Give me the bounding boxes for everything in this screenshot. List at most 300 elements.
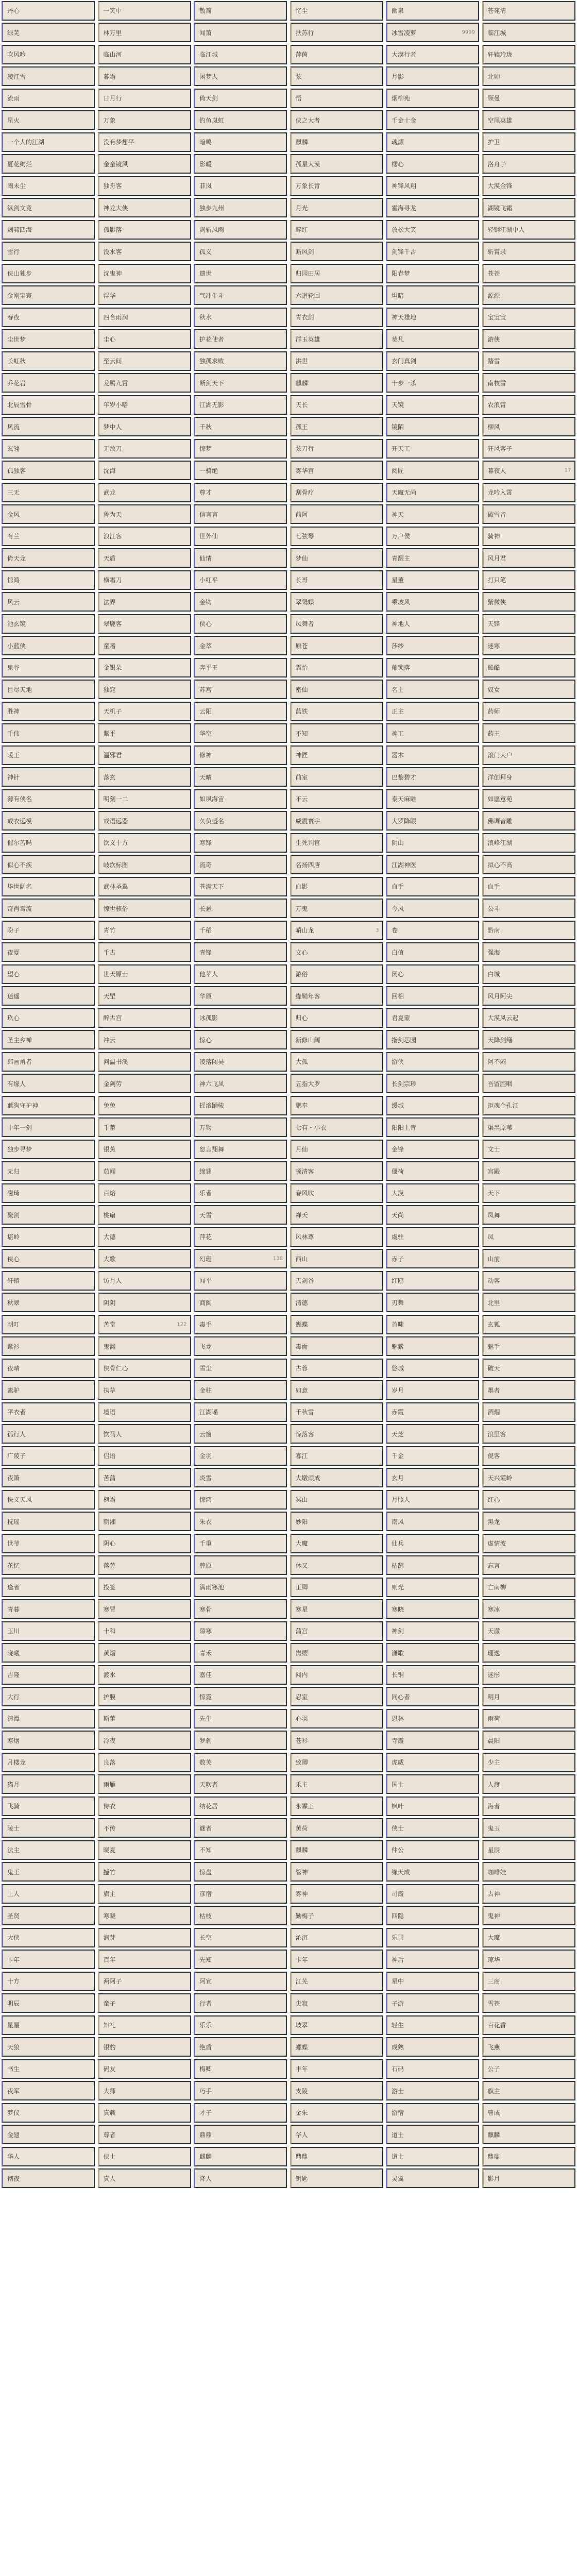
name-cell[interactable] [98,1950,191,1969]
name-cell[interactable] [98,855,191,874]
name-cell[interactable] [2,308,95,327]
name-cell[interactable] [386,1818,479,1838]
name-cell[interactable] [98,89,191,108]
name-cell[interactable] [290,548,383,568]
name-cell[interactable] [194,2147,287,2166]
name-cell[interactable] [2,1052,95,1072]
name-cell[interactable] [98,1293,191,1312]
name-cell[interactable] [98,1030,191,1049]
name-cell[interactable] [2,1687,95,1706]
name-cell[interactable] [386,2037,479,2057]
name-cell[interactable] [386,811,479,831]
name-cell[interactable] [2,1293,95,1312]
name-cell[interactable] [386,329,479,349]
name-cell[interactable] [290,899,383,918]
name-cell[interactable] [194,1468,287,1487]
name-cell[interactable] [482,986,575,1006]
name-cell[interactable] [2,1753,95,1772]
name-cell[interactable] [98,658,191,677]
name-cell[interactable] [482,198,575,217]
name-cell[interactable] [386,1117,479,1137]
name-cell[interactable] [290,811,383,831]
name-cell[interactable] [98,417,191,436]
name-cell[interactable] [194,89,287,108]
name-cell[interactable] [290,570,383,590]
name-cell[interactable] [290,1380,383,1400]
name-cell[interactable] [482,2168,575,2188]
name-cell[interactable] [194,1183,287,1203]
name-cell[interactable] [290,483,383,502]
name-cell[interactable] [482,1928,575,1947]
name-cell[interactable] [482,1336,575,1356]
name-cell[interactable] [194,220,287,240]
name-cell[interactable] [290,1687,383,1706]
name-cell[interactable] [290,242,383,261]
name-cell[interactable] [2,1271,95,1291]
name-cell[interactable] [98,264,191,283]
name-cell[interactable] [386,264,479,283]
name-cell[interactable] [98,373,191,393]
name-cell[interactable] [194,1534,287,1553]
name-cell[interactable] [482,745,575,765]
name-cell[interactable] [98,745,191,765]
name-cell[interactable] [482,242,575,261]
name-cell[interactable] [194,1074,287,1093]
name-cell[interactable] [194,1052,287,1072]
name-cell[interactable] [194,658,287,677]
name-cell[interactable] [386,1490,479,1510]
name-cell[interactable] [482,1950,575,1969]
name-cell[interactable] [2,658,95,677]
name-cell[interactable] [98,1205,191,1225]
name-cell[interactable] [2,833,95,853]
name-cell[interactable] [98,439,191,459]
name-cell[interactable] [386,1359,479,1378]
name-cell[interactable] [98,833,191,853]
name-cell[interactable] [98,1096,191,1115]
name-cell[interactable] [386,1709,479,1728]
name-cell[interactable] [194,1753,287,1772]
name-cell[interactable] [386,285,479,305]
name-cell[interactable] [290,1490,383,1510]
name-cell[interactable] [386,45,479,64]
name-cell[interactable] [194,264,287,283]
name-cell[interactable] [482,45,575,64]
name-cell[interactable] [290,1906,383,1925]
name-cell[interactable] [98,1227,191,1247]
name-cell[interactable] [386,2015,479,2035]
name-cell[interactable] [2,2168,95,2188]
name-cell[interactable] [482,942,575,962]
name-cell[interactable] [386,1271,479,1291]
name-cell[interactable] [482,1578,575,1597]
name-cell[interactable] [386,658,479,677]
name-cell[interactable] [290,1731,383,1750]
name-cell[interactable] [194,1665,287,1685]
name-cell[interactable] [386,1731,479,1750]
name-cell[interactable] [194,2059,287,2079]
name-cell[interactable] [386,1074,479,1093]
name-cell[interactable] [482,1227,575,1247]
name-cell[interactable] [386,1665,479,1685]
name-cell[interactable] [98,23,191,42]
name-cell[interactable] [482,1643,575,1663]
name-cell[interactable] [194,789,287,809]
name-cell[interactable] [2,1490,95,1510]
name-cell[interactable] [194,1993,287,2013]
name-cell[interactable] [482,2147,575,2166]
name-cell[interactable] [386,1578,479,1597]
name-cell[interactable] [482,132,575,152]
name-cell[interactable] [98,767,191,787]
name-cell[interactable] [290,285,383,305]
name-cell[interactable] [482,1665,575,1685]
name-cell[interactable] [2,723,95,743]
name-cell[interactable] [386,1052,479,1072]
name-cell[interactable] [194,198,287,217]
name-cell[interactable] [290,1950,383,1969]
name-cell[interactable] [482,855,575,874]
name-cell[interactable] [194,132,287,152]
name-cell[interactable] [482,1161,575,1181]
name-cell[interactable] [482,1621,575,1641]
name-cell[interactable] [482,2037,575,2057]
name-cell[interactable] [482,89,575,108]
name-cell[interactable] [290,461,383,480]
name-cell[interactable] [2,1578,95,1597]
name-cell[interactable] [98,570,191,590]
name-cell[interactable] [194,745,287,765]
name-cell[interactable] [194,417,287,436]
name-cell[interactable] [482,176,575,196]
name-cell[interactable] [98,1161,191,1181]
name-cell[interactable] [386,921,479,940]
name-cell[interactable] [194,66,287,86]
name-cell[interactable] [482,1052,575,1072]
name-cell[interactable] [2,1555,95,1575]
name-cell[interactable] [482,461,575,480]
name-cell[interactable] [386,1315,479,1334]
name-cell[interactable] [2,373,95,393]
name-cell[interactable] [98,1555,191,1575]
name-cell[interactable] [98,636,191,655]
name-cell[interactable] [194,373,287,393]
name-cell[interactable] [386,483,479,502]
name-cell[interactable] [2,1840,95,1860]
name-cell[interactable] [386,23,479,42]
name-cell[interactable] [2,1643,95,1663]
name-cell[interactable] [482,373,575,393]
name-cell[interactable] [482,1117,575,1137]
name-cell[interactable] [482,2103,575,2123]
name-cell[interactable] [194,1578,287,1597]
name-cell[interactable] [98,811,191,831]
name-cell[interactable] [194,986,287,1006]
name-cell[interactable] [98,1709,191,1728]
name-cell[interactable] [290,2059,383,2079]
name-cell[interactable] [194,1643,287,1663]
name-cell[interactable] [482,220,575,240]
name-cell[interactable] [98,1621,191,1641]
name-cell[interactable] [194,855,287,874]
name-cell[interactable] [2,1950,95,1969]
name-cell[interactable] [98,1359,191,1378]
name-cell[interactable] [2,942,95,962]
name-cell[interactable] [386,1424,479,1444]
name-cell[interactable] [194,504,287,524]
name-cell[interactable] [290,1818,383,1838]
name-cell[interactable] [98,351,191,371]
name-cell[interactable] [2,636,95,655]
name-cell[interactable] [482,723,575,743]
name-cell[interactable] [482,811,575,831]
name-cell[interactable] [290,833,383,853]
name-cell[interactable] [386,1140,479,1159]
name-cell[interactable] [194,1227,287,1247]
name-cell[interactable] [194,285,287,305]
name-cell[interactable] [194,154,287,174]
name-cell[interactable] [482,877,575,896]
name-cell[interactable] [386,395,479,415]
name-cell[interactable] [194,548,287,568]
name-cell[interactable] [386,1950,479,1969]
name-cell[interactable] [290,1205,383,1225]
name-cell[interactable] [482,702,575,721]
name-cell[interactable] [194,329,287,349]
name-cell[interactable] [2,1336,95,1356]
name-cell[interactable] [194,877,287,896]
name-cell[interactable] [98,2168,191,2188]
name-cell[interactable] [98,66,191,86]
name-cell[interactable] [2,1359,95,1378]
name-cell[interactable] [2,1818,95,1838]
name-cell[interactable] [386,1643,479,1663]
name-cell[interactable] [194,614,287,634]
name-cell[interactable] [482,308,575,327]
name-cell[interactable] [98,1665,191,1685]
name-cell[interactable] [98,154,191,174]
name-cell[interactable] [98,1424,191,1444]
name-cell[interactable] [194,1906,287,1925]
name-cell[interactable] [290,220,383,240]
name-cell[interactable] [482,1293,575,1312]
name-cell[interactable] [2,132,95,152]
name-cell[interactable] [386,89,479,108]
name-cell[interactable] [386,1183,479,1203]
name-cell[interactable] [482,548,575,568]
name-cell[interactable] [194,308,287,327]
name-cell[interactable] [482,1906,575,1925]
name-cell[interactable] [194,1512,287,1531]
name-cell[interactable] [194,1315,287,1334]
name-cell[interactable] [482,1446,575,1466]
name-cell[interactable] [194,110,287,130]
name-cell[interactable] [482,351,575,371]
name-cell[interactable] [194,2125,287,2144]
name-cell[interactable] [290,636,383,655]
name-cell[interactable] [98,1862,191,1882]
name-cell[interactable] [2,2081,95,2100]
name-cell[interactable] [386,1599,479,1619]
name-cell[interactable] [194,1205,287,1225]
name-cell[interactable] [98,2103,191,2123]
name-cell[interactable] [290,1359,383,1378]
name-cell[interactable] [98,1731,191,1750]
name-cell[interactable] [98,614,191,634]
name-cell[interactable] [386,964,479,984]
name-cell[interactable] [2,1249,95,1268]
name-cell[interactable] [386,1534,479,1553]
name-cell[interactable] [482,789,575,809]
name-cell[interactable] [2,2037,95,2057]
name-cell[interactable] [2,198,95,217]
name-cell[interactable] [290,308,383,327]
name-cell[interactable] [2,2125,95,2144]
name-cell[interactable] [386,176,479,196]
name-cell[interactable] [290,1271,383,1291]
name-cell[interactable] [98,1993,191,2013]
name-cell[interactable] [2,2015,95,2035]
name-cell[interactable] [98,132,191,152]
name-cell[interactable] [98,680,191,699]
name-cell[interactable] [194,1818,287,1838]
name-cell[interactable] [290,2015,383,2035]
name-cell[interactable] [194,1687,287,1706]
name-cell[interactable] [2,1534,95,1553]
name-cell[interactable] [290,1227,383,1247]
name-cell[interactable] [482,899,575,918]
name-cell[interactable] [2,1797,95,1816]
name-cell[interactable] [194,723,287,743]
name-cell[interactable] [386,110,479,130]
name-cell[interactable] [2,1183,95,1203]
name-cell[interactable] [482,1840,575,1860]
name-cell[interactable] [482,2059,575,2079]
name-cell[interactable] [482,1797,575,1816]
name-cell[interactable] [98,1928,191,1947]
name-cell[interactable] [290,264,383,283]
name-cell[interactable] [194,1731,287,1750]
name-cell[interactable] [386,2081,479,2100]
name-cell[interactable] [194,1161,287,1181]
name-cell[interactable] [290,614,383,634]
name-cell[interactable] [2,351,95,371]
name-cell[interactable] [290,658,383,677]
name-cell[interactable] [290,1555,383,1575]
name-cell[interactable] [482,1359,575,1378]
name-cell[interactable] [290,89,383,108]
name-cell[interactable] [194,1140,287,1159]
name-cell[interactable] [2,1972,95,1991]
name-cell[interactable] [98,1140,191,1159]
name-cell[interactable] [2,45,95,64]
name-cell[interactable] [386,220,479,240]
name-cell[interactable] [482,1709,575,1728]
name-cell[interactable] [194,899,287,918]
name-cell[interactable] [386,527,479,546]
name-cell[interactable] [194,833,287,853]
name-cell[interactable] [194,1096,287,1115]
name-cell[interactable] [2,1862,95,1882]
name-cell[interactable] [98,1249,191,1268]
name-cell[interactable] [194,1862,287,1882]
name-cell[interactable] [482,921,575,940]
name-cell[interactable] [98,2081,191,2100]
name-cell[interactable] [194,2103,287,2123]
name-cell[interactable] [482,1862,575,1882]
name-cell[interactable] [482,329,575,349]
name-cell[interactable] [386,570,479,590]
name-cell[interactable] [290,789,383,809]
name-cell[interactable] [290,527,383,546]
name-cell[interactable] [482,1774,575,1794]
name-cell[interactable] [98,242,191,261]
name-cell[interactable] [386,2125,479,2144]
name-cell[interactable] [290,2081,383,2100]
name-cell[interactable] [386,461,479,480]
name-cell[interactable] [482,1534,575,1553]
name-cell[interactable] [98,1271,191,1291]
name-cell[interactable] [194,1,287,21]
name-cell[interactable] [2,417,95,436]
name-cell[interactable] [482,1380,575,1400]
name-cell[interactable] [98,220,191,240]
name-cell[interactable] [194,964,287,984]
name-cell[interactable] [482,1972,575,1991]
name-cell[interactable] [194,1599,287,1619]
name-cell[interactable] [194,1117,287,1137]
name-cell[interactable] [482,570,575,590]
name-cell[interactable] [2,1709,95,1728]
name-cell[interactable] [2,1380,95,1400]
name-cell[interactable] [386,1753,479,1772]
name-cell[interactable] [290,176,383,196]
name-cell[interactable] [194,1490,287,1510]
name-cell[interactable] [482,2081,575,2100]
name-cell[interactable] [482,1,575,21]
name-cell[interactable] [386,1797,479,1816]
name-cell[interactable] [290,964,383,984]
name-cell[interactable] [2,592,95,612]
name-cell[interactable] [290,504,383,524]
name-cell[interactable] [98,1578,191,1597]
name-cell[interactable] [2,2059,95,2079]
name-cell[interactable] [194,45,287,64]
name-cell[interactable] [194,636,287,655]
name-cell[interactable] [194,1359,287,1378]
name-cell[interactable] [194,1797,287,1816]
name-cell[interactable] [2,461,95,480]
name-cell[interactable] [482,1074,575,1093]
name-cell[interactable] [290,1161,383,1181]
name-cell[interactable] [386,1336,479,1356]
name-cell[interactable] [98,2059,191,2079]
name-cell[interactable] [482,614,575,634]
name-cell[interactable] [98,1687,191,1706]
name-cell[interactable] [98,1884,191,1904]
name-cell[interactable] [482,1512,575,1531]
name-cell[interactable] [290,1140,383,1159]
name-cell[interactable] [2,2147,95,2166]
name-cell[interactable] [482,1731,575,1750]
name-cell[interactable] [2,504,95,524]
name-cell[interactable] [98,1906,191,1925]
name-cell[interactable] [386,2168,479,2188]
name-cell[interactable] [2,1008,95,1028]
name-cell[interactable] [386,132,479,152]
name-cell[interactable] [482,66,575,86]
name-cell[interactable] [2,1599,95,1619]
